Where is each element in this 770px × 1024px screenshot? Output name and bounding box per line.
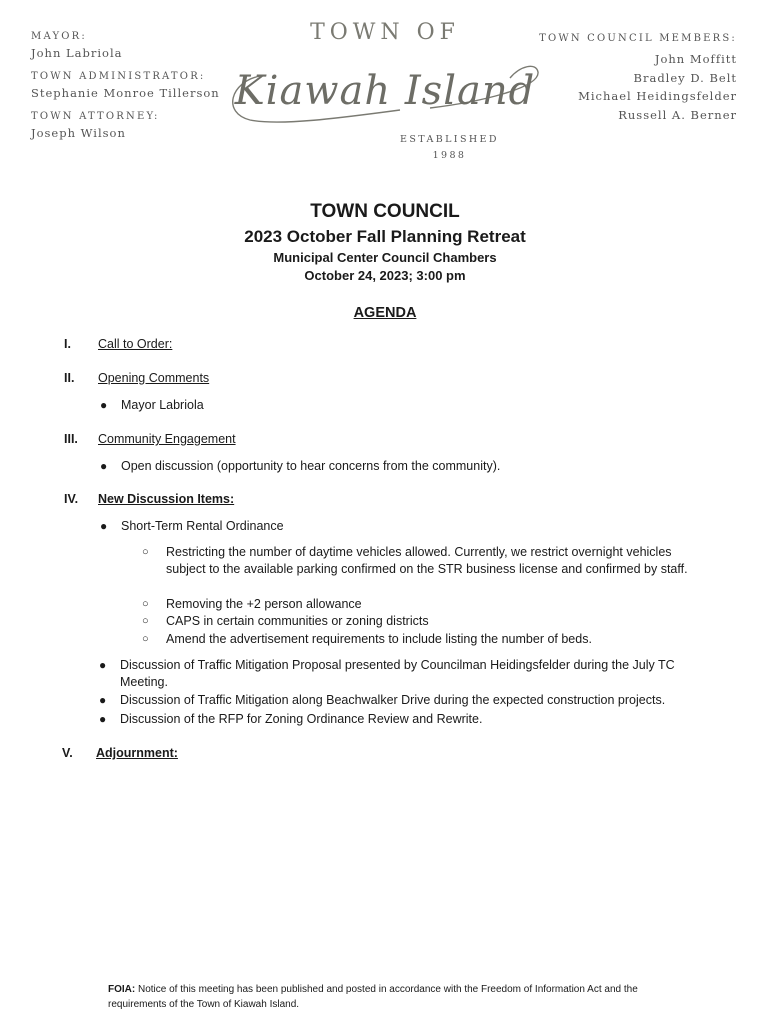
established-label: ESTABLISHED xyxy=(400,134,499,145)
section-numeral: I. xyxy=(64,337,71,351)
sub-bullet-text: CAPS in certain communities or zoning districts xyxy=(166,614,429,628)
bullet-text: Short-Term Rental Ordinance xyxy=(121,519,284,533)
logo-script-text: Kiawah Island xyxy=(234,68,536,114)
list-item xyxy=(100,518,284,535)
section-title: Adjournment: xyxy=(96,746,178,760)
section-numeral: V. xyxy=(62,746,73,760)
bullet-icon: ● xyxy=(100,398,108,412)
list-item xyxy=(99,711,483,728)
sub-list-item xyxy=(142,631,706,648)
established-year: 1988 xyxy=(432,150,467,161)
section-title: Community Engagement xyxy=(98,432,236,446)
meeting-header xyxy=(0,200,770,285)
sub-bullet-text: Restricting the number of daytime vehicles allowed. Currently, we restrict overnight vehicles subject to the available parking confirmed on the STR business license and confirmed by staff. xyxy=(166,545,688,576)
foia-text: Notice of this meeting has been published and posted in accordance with the Freedom of Information Act and the requirements of the Town of Kiawah Island. xyxy=(108,984,638,1010)
bullet-icon: ● xyxy=(100,459,108,473)
section-numeral: III. xyxy=(64,432,78,446)
town-logo xyxy=(220,18,550,168)
bullet-icon: ● xyxy=(99,693,107,707)
council-member-name: Michael Heidingsfelder xyxy=(578,89,737,103)
council-member-name: Russell A. Berner xyxy=(618,107,737,122)
letterhead-officials xyxy=(31,30,251,150)
bullet-icon: ● xyxy=(100,519,108,533)
attorney-role: TOWN ATTORNEY: xyxy=(31,111,160,122)
sub-list-item xyxy=(142,544,706,578)
council-member-name: Bradley D. Belt xyxy=(633,70,737,85)
attorney-name: Joseph Wilson xyxy=(31,126,126,140)
council-members-role: TOWN COUNCIL MEMBERS: xyxy=(539,33,737,44)
sub-bullet-text: Amend the advertisement requirements to include listing the number of beds. xyxy=(166,632,592,646)
section-title: New Discussion Items: xyxy=(98,492,235,506)
bullet-text: Mayor Labriola xyxy=(121,398,204,412)
section-numeral: II. xyxy=(64,371,75,385)
council-member-name: John Moffitt xyxy=(654,52,737,66)
meeting-datetime: October 24, 2023; 3:00 pm xyxy=(304,268,466,283)
logo-established xyxy=(400,132,499,164)
administrator-name: Stephanie Monroe Tillerson xyxy=(31,86,220,100)
page-title: TOWN COUNCIL xyxy=(310,201,460,222)
sub-list-item xyxy=(142,613,706,630)
sub-list-item xyxy=(142,596,706,613)
section-title: Call to Order: xyxy=(98,337,173,351)
letterhead-council-members xyxy=(507,32,737,124)
list-item xyxy=(99,657,710,691)
bullet-text: Discussion of the RFP for Zoning Ordinance Review and Rewrite. xyxy=(120,712,483,726)
mayor-name: John Labriola xyxy=(31,46,123,60)
list-item xyxy=(100,397,204,414)
meeting-subtitle: 2023 October Fall Planning Retreat xyxy=(244,227,526,246)
bullet-icon: ● xyxy=(99,712,107,726)
mayor-role: MAYOR: xyxy=(31,31,87,42)
bullet-text: Discussion of Traffic Mitigation along Beachwalker Drive during the expected construction projects. xyxy=(120,693,666,707)
bullet-text: Open discussion (opportunity to hear concerns from the community). xyxy=(121,459,501,473)
section-title: Opening Comments xyxy=(98,371,210,385)
administrator-role: TOWN ADMINISTRATOR: xyxy=(31,71,206,82)
meeting-location: Municipal Center Council Chambers xyxy=(273,250,497,265)
circle-bullet-icon: ○ xyxy=(142,615,149,627)
circle-bullet-icon: ○ xyxy=(142,633,149,645)
list-item xyxy=(100,458,501,475)
section-numeral: IV. xyxy=(64,492,79,506)
logo-top-text: TOWN OF xyxy=(310,20,460,45)
bullet-text: Discussion of Traffic Mitigation Proposal presented by Councilman Heidingsfelder during the July TC Meeting. xyxy=(120,658,675,689)
circle-bullet-icon: ○ xyxy=(142,546,149,558)
foia-label: FOIA: xyxy=(108,984,136,995)
agenda-title: AGENDA xyxy=(353,305,417,321)
sub-bullet-text: Removing the +2 person allowance xyxy=(166,597,362,611)
circle-bullet-icon: ○ xyxy=(142,598,149,610)
list-item xyxy=(99,692,720,709)
foia-notice xyxy=(108,982,688,1012)
bullet-icon: ● xyxy=(99,658,107,672)
